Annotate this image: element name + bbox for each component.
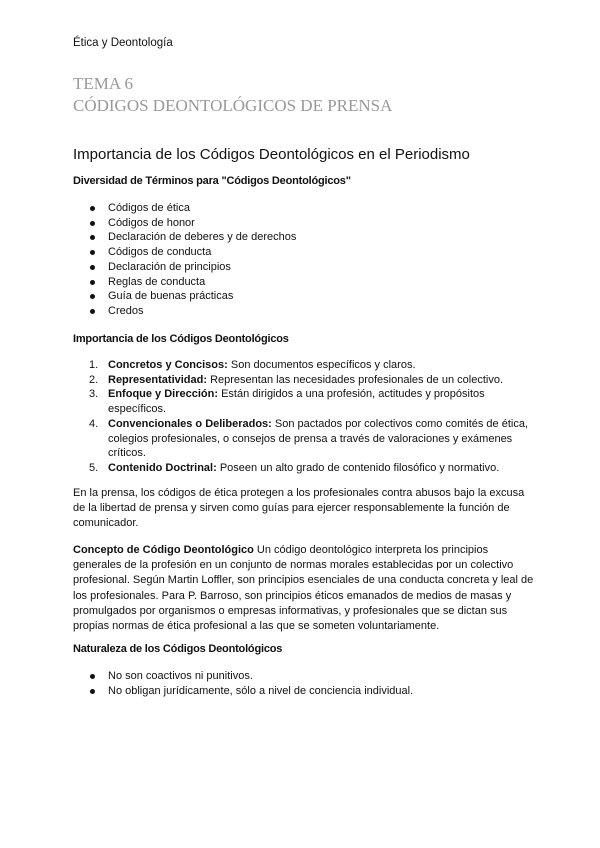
list-item (73, 358, 534, 373)
list-item (73, 461, 534, 476)
list-item: Códigos de conducta (73, 245, 534, 260)
item-text: Poseen un alto grado de contenido filosófico y normativo. (216, 461, 500, 474)
nature-section (73, 642, 534, 698)
press-paragraph-text: En la prensa, los códigos de ética protegen a los profesionales contra abusos bajo la excusa de la libertad de prensa y sirven como guías para ejercer responsablemente la función de comunicador. (73, 487, 525, 530)
list-item: Declaración de deberes y de derechos (73, 230, 534, 245)
nature-heading: Naturaleza de los Códigos Deontológicos (73, 643, 283, 655)
list-item: Guía de buenas prácticas (73, 289, 534, 304)
chapter-number: TEMA 6 (73, 74, 133, 93)
list-item: No obligan jurídicamente, sólo a nivel de conciencia individual. (73, 684, 534, 699)
terms-heading: Diversidad de Términos para "Códigos Deontológicos" (73, 175, 351, 187)
press-paragraph (73, 486, 534, 532)
item-number: 4. (89, 417, 99, 430)
list-item: Códigos de ética (73, 201, 534, 216)
item-term: Convencionales o Deliberados: (108, 417, 272, 430)
list-item (73, 417, 534, 461)
section-title: Importancia de los Códigos Deontológicos en el Periodismo (73, 146, 470, 163)
page-header: Ética y Deontología (73, 37, 173, 49)
list-item (73, 387, 534, 416)
list-item: Reglas de conducta (73, 275, 534, 290)
list-item: Códigos de honor (73, 216, 534, 231)
terms-section (73, 174, 534, 319)
importance-heading: Importancia de los Códigos Deontológicos (73, 333, 289, 345)
chapter-name: CÓDIGOS DEONTOLÓGICOS DE PRENSA (73, 96, 393, 115)
item-text: Son pactados por colectivos como comités de ética, colegios profesionales, o consejos de prensa a través de valoraciones y exámenes críticos. (108, 417, 529, 460)
item-number: 5. (89, 461, 99, 474)
item-number: 3. (89, 388, 99, 401)
concept-term: Concepto de Código Deontológico (73, 544, 254, 556)
item-term: Contenido Doctrinal: (108, 461, 217, 474)
chapter-title (73, 73, 534, 117)
item-text: Representan las necesidades profesionales de un colectivo. (207, 373, 503, 386)
item-text: Están dirigidos a una profesión, actitudes y propósitos específicos. (108, 388, 485, 416)
item-term: Representatividad: (108, 373, 208, 386)
importance-section (73, 332, 534, 476)
concept-paragraph (73, 543, 534, 634)
list-item: No son coactivos ni punitivos. (73, 669, 534, 684)
terms-list (73, 201, 534, 319)
item-number: 1. (89, 359, 99, 371)
concept-text: Un código deontológico interpreta los principios generales de la profesión en un conjunto de normas morales establecidas por un colectivo profesional. Según Martin Loffler, son principios esenciales de una conducta concreta y leal de los profesionales. Para P. Barroso, son principios éticos emanados de medios de masas y promulgados por organismos o empresas informativas, y profesionales que se dictan sus propias normas de ética profesional a las que se someten voluntariamente. (73, 544, 534, 633)
item-text: Son documentos específicos y claros. (227, 359, 416, 371)
item-term: Concretos y Concisos: (108, 359, 228, 371)
list-item (73, 373, 534, 388)
nature-list (73, 669, 534, 698)
importance-list (73, 358, 534, 476)
item-number: 2. (89, 373, 99, 386)
item-term: Enfoque y Dirección: (108, 388, 219, 401)
list-item: Declaración de principios (73, 260, 534, 275)
list-item: Credos (73, 304, 534, 319)
